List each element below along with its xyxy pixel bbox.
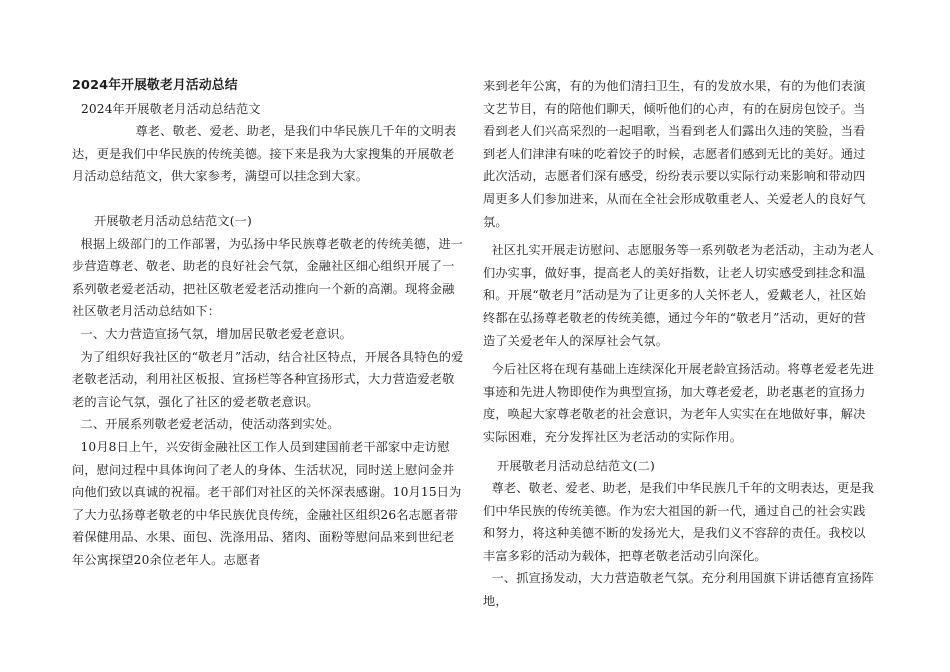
document-title: 2024年开展敬老月活动总结 <box>72 78 238 93</box>
section2-heading-1: 一、抓宣扬发动，大力营造敬老气氛。充分利用国旗下讲话德育宣扬阵地， <box>483 571 874 609</box>
section2-heading: 开展敬老月活动总结范文(二) <box>497 458 655 473</box>
right-paragraph-2: 社区扎实开展走访慰问、志愿服务等一系列敬老为老活动，主动为老人们办实事，做好事，提高老人的美好指数，让老人切实感受到挂念和温和。开展“敬老月”活动是为了让更多的人关怀老人，爱戴老人，社区始终都在弘扬尊老敬老的传统美德，通过今年的“敬老月”活动，更好的营造了关爱老年人的深厚社会气氛。 <box>483 243 874 348</box>
section1-paragraph-2: 为了组织好我社区的“敬老月”活动，结合社区特点，开展各具特色的爱老敬老活动，利用社区板报、宣扬栏等各种宣扬形式，大力营造爱老敬老的言论气氛，强化了社区的爱老敬老意识。 <box>72 349 464 409</box>
right-paragraph-3: 今后社区将在现有基础上连续深化开展老龄宣扬活动。将尊老爱老先进事迹和先进人物即使作为典型宣扬，加大尊老爱老，助老惠老的宣扬力度，唤起大家尊老敬老的社会意识，为老年人实实在在地做好事，解决实际困难，充分发挥社区为老活动的实际作用。 <box>483 362 874 444</box>
intro-paragraph: 尊老、敬老、爱老、助老，是我们中华民族几千年的文明表达，更是我们中华民族的传统美德。接下来是我为大家搜集的开展敬老月活动总结范文，供大家参考，满望可以挂念到大家。 <box>72 124 457 184</box>
right-column <box>483 75 877 613</box>
right-paragraph-1: 来到老年公寓，有的为他们清扫卫生，有的发放水果，有的为他们表演文艺节目，有的陪他们聊天，倾听他们的心声，有的在厨房包饺子。当看到老人们兴高采烈的一起唱歌，当看到老人们露出久违的笑脸，当看到老人们津津有味的吃着饺子的时候，志愿者们感到无比的美好。通过此次活动，志愿者们深有感受，纷纷表示要以实际行动来影响和带动四周更多人们参加进来，从而在全社会形成敬重老人、关爱老人的良好气氛。 <box>483 79 866 229</box>
document-subtitle: 2024年开展敬老月活动总结范文 <box>81 101 261 116</box>
section1-heading: 开展敬老月活动总结范文(一) <box>94 213 252 228</box>
section1-paragraph-3: 10月8日上午，兴安街金融社区工作人员到建国前老干部家中走访慰问，慰问过程中具体询问了老人的身体、生活状况，同时送上慰问金并向他们致以真诚的祝福。老干部们对社区的关怀深表感谢。10月15日为了大力弘扬尊老敬老的中华民族优良传统，金融社区组织26名志愿者带着保健用品、水果、面包、洗涤用品、猪肉、面粉等慰问品来到世纪老年公寓探望20余位老年人。志愿者 <box>72 439 462 567</box>
section1-heading-2: 二、开展系列敬老爱老活动，使活动落到实处。 <box>80 417 340 432</box>
section1-paragraph-1: 根据上级部门的工作部署，为弘扬中华民族尊老敬老的传统美德，进一步营造尊老、敬老、助老的良好社会气氛，金融社区细心组织开展了一系列敬老爱老活动，把社区敬老爱老活动推向一个新的高潮。现将金融社区敬老月活动总结如下： <box>72 236 463 319</box>
section2-paragraph-1: 尊老、敬老、爱老、助老，是我们中华民族几千年的文明表达，更是我们中华民族的传统美德。作为宏大祖国的新一代，通过自己的社会实践和努力，将这种美德不断的发扬光大，是我们义不容辞的责任。我校以丰富多彩的活动为载体，把尊老敬老活动引向深化。 <box>483 481 874 563</box>
left-column <box>72 75 464 571</box>
section1-heading-1: 一、大力营造宣扬气氛，增加居民敬老爱老意识。 <box>80 326 352 341</box>
